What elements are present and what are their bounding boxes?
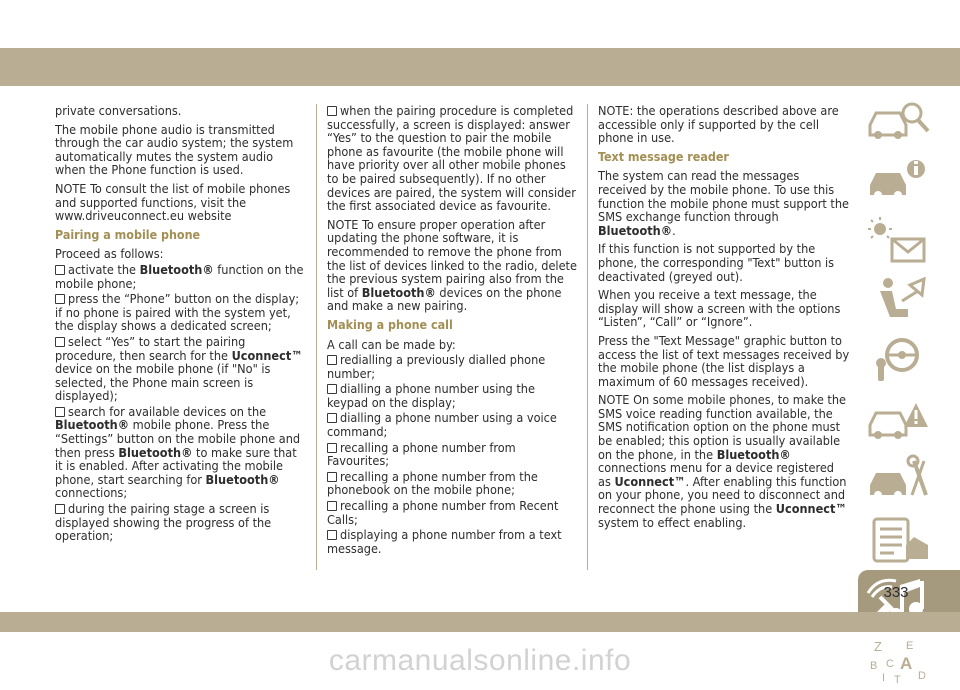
list-item: displaying a phone number from a text message. — [327, 527, 562, 556]
checkbox-bullet-icon — [327, 472, 337, 482]
checkbox-bullet-icon — [55, 504, 65, 514]
tab-safety-lights[interactable] — [858, 210, 960, 270]
text-column-2 — [327, 104, 577, 557]
paragraph: If this function is not supported by the phone, the corresponding "Text" button is deactivated (greyed out). — [598, 241, 835, 284]
note-paragraph: NOTE On some mobile phones, to make the SMS voice reading function available, the SMS notification option on the phone must be enabled; this option is usually available on the phone, in the Bluetooth® connections menu for a device registered as Uconnect™. After enabling this function on your phone, you need to disconnect and reconnect the phone using the Uconnect™ system to effect enabling. — [598, 392, 847, 530]
watermark-text: carmanualsonline.info — [328, 644, 632, 677]
note-paragraph: NOTE: the operations described above are accessible only if supported by the cell phone in use. — [598, 103, 839, 146]
car-wrench-icon — [866, 455, 936, 507]
tab-servicing[interactable] — [858, 450, 960, 510]
index-letter: D — [918, 670, 926, 682]
seat-airbag-icon — [866, 275, 936, 327]
list-item: press the “Phone” button on the display; if no phone is paired with the system yet, the display shows a dedicated screen; — [55, 291, 300, 334]
section-heading-pairing: Pairing a mobile phone — [55, 226, 201, 242]
intro-text: Proceed as follows: — [55, 246, 164, 262]
list-item: activate the Bluetooth® function on the mobile phone; — [55, 261, 304, 291]
column-divider — [316, 104, 317, 570]
checkbox-bullet-icon — [55, 294, 65, 304]
spec-sheet-icon — [866, 515, 936, 567]
checkbox-bullet-icon — [327, 501, 337, 511]
list-item: select “Yes” to start the pairing procedure, then search for the Uconnect™ device on the mobile phone (if "No" is selected, the Phone main screen is displayed); — [55, 333, 303, 404]
checkbox-bullet-icon — [55, 337, 65, 347]
car-magnifier-icon — [866, 95, 936, 147]
index-letter: B — [870, 660, 878, 672]
list-item: dialling a phone number using a voice command; — [327, 410, 557, 440]
paragraph: The system can read the messages received by the mobile phone. To use this function the mobile phone must support the SMS exchange function through Bluetooth®. — [598, 168, 850, 238]
steering-key-icon — [866, 335, 936, 387]
list-item: recalling a phone number from the phonebook on the mobile phone; — [327, 468, 538, 498]
list-item: recalling a phone number from Favourites; — [327, 439, 516, 469]
index-letter: T — [894, 674, 901, 686]
tab-technical-specs[interactable] — [858, 510, 960, 570]
paragraph: The mobile phone audio is transmitted through the car audio system; the system automatically mutes the system audio when the Phone function is used. — [55, 121, 294, 178]
index-letter: I — [882, 672, 886, 684]
tab-starting-driving[interactable] — [858, 330, 960, 390]
checkbox-bullet-icon — [55, 265, 65, 275]
note-paragraph: NOTE To consult the list of mobile phones and supported functions, visit the www.driveuconnect.eu website — [55, 180, 291, 224]
index-letter: A — [900, 654, 913, 673]
car-info-icon — [866, 155, 936, 207]
header-band — [0, 48, 960, 86]
checkbox-bullet-icon — [55, 407, 65, 417]
text-column-1 — [55, 104, 307, 545]
tab-emergency[interactable] — [858, 390, 960, 450]
text-column-3 — [598, 104, 850, 534]
column-divider — [587, 104, 588, 570]
paragraph: private conversations. — [55, 103, 182, 118]
index-letter: C — [886, 658, 894, 670]
index-letter: Z — [874, 639, 882, 654]
index-letter: E — [906, 640, 914, 652]
warning-triangle-icon — [866, 395, 936, 447]
tab-dashboard[interactable] — [858, 150, 960, 210]
checkbox-bullet-icon — [327, 413, 337, 423]
checkbox-bullet-icon — [327, 355, 337, 365]
tab-safety[interactable] — [858, 270, 960, 330]
list-item: when the pairing procedure is completed successfully, a screen is displayed: answer “Yes” to the question to pair the mobile phone as favourite (the mobile phone will have priority over all other mobile phones to be paired subsequently). If no other devices are paired, the system will consider the first associated device as favourite. — [327, 103, 576, 214]
note-paragraph: NOTE To ensure proper operation after updating the phone software, it is recommended to remove the phone from the list of devices linked to the radio, delete the previous system pairing also from the list of Bluetooth® devices on the phone and make a new pairing. — [327, 216, 577, 314]
list-item: redialling a previously dialled phone number; — [327, 352, 546, 381]
page-number: 333 — [883, 584, 909, 601]
section-heading-text-reader: Text message reader — [598, 148, 729, 164]
checkbox-bullet-icon — [327, 443, 337, 453]
checkbox-bullet-icon — [327, 530, 337, 540]
checkbox-bullet-icon — [327, 384, 337, 394]
intro-text: A call can be made by: — [327, 336, 456, 352]
list-item: search for available devices on the Bluetooth® mobile phone. Press the “Settings” button on the mobile phone and then press Bluetooth® to make sure that it is enabled. After activating the mobile phone, start searching for Bluetooth® connections; — [55, 403, 301, 501]
list-item: during the pairing stage a screen is displayed showing the progress of the operation; — [55, 501, 272, 544]
list-item: recalling a phone number from Recent Calls; — [327, 498, 559, 527]
list-item: dialling a phone number using the keypad on the display; — [327, 381, 535, 410]
checkbox-bullet-icon — [327, 106, 337, 116]
footer-band — [0, 612, 960, 632]
section-heading-call: Making a phone call — [327, 316, 453, 332]
light-envelope-icon — [866, 215, 936, 267]
paragraph: Press the "Text Message" graphic button to access the list of text messages received by the mobile phone (the list displays a maximum of 60 messages received). — [598, 332, 850, 389]
paragraph: When you receive a text message, the display will show a screen with the options “Listen”, “Call” or “Ignore”. — [598, 287, 841, 330]
tab-getting-to-know[interactable] — [858, 90, 960, 150]
